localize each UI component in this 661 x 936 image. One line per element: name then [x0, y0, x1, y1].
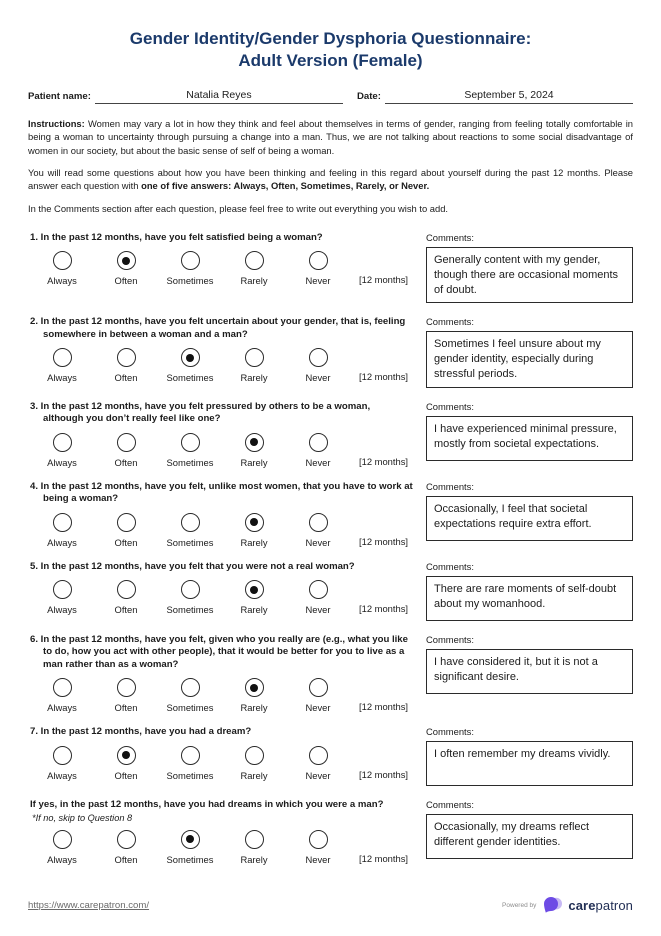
question-text: 7. In the past 12 months, have you had a dream?	[30, 726, 252, 738]
comments-label: Comments:	[426, 633, 474, 645]
radio-button-icon[interactable]	[53, 830, 72, 849]
carepatron-logo-icon	[543, 896, 563, 914]
comments-label: Comments:	[426, 560, 474, 572]
radio-option-rarely[interactable]	[222, 513, 286, 548]
radio-option-sometimes[interactable]	[158, 513, 222, 548]
radio-button-icon[interactable]	[53, 746, 72, 765]
comments-column	[426, 481, 633, 548]
radio-option-often[interactable]	[94, 830, 158, 865]
radio-option-always[interactable]	[30, 251, 94, 286]
answer-options-row	[30, 433, 413, 468]
radio-dot	[186, 438, 194, 446]
radio-option-label: Always	[47, 275, 77, 287]
radio-option-sometimes[interactable]	[158, 580, 222, 615]
radio-option-often[interactable]	[94, 580, 158, 615]
comment-box[interactable]: I have considered it, but it is not a significant desire.	[426, 649, 633, 694]
comments-column	[426, 726, 633, 786]
instructions-text-2-bold: one of five answers: Always, Often, Sometimes, Rarely, or Never.	[141, 180, 430, 192]
question-text: 6. In the past 12 months, have you felt, given who you really are (e.g., what you like to do, how you act with other people), that it would be better for you to live as a man rather than as a woman?	[30, 633, 408, 670]
radio-option-label: Often	[114, 536, 138, 548]
radio-option-label: Sometimes	[166, 456, 214, 468]
radio-option-never[interactable]	[286, 251, 350, 286]
radio-dot	[250, 586, 258, 594]
radio-button-icon[interactable]	[53, 433, 72, 452]
radio-button-icon[interactable]	[245, 830, 264, 849]
radio-option-label: Rarely	[240, 536, 268, 548]
comments-label: Comments:	[426, 799, 474, 811]
comment-box[interactable]: Generally content with my gender, though there are occasional moments of doubt.	[426, 247, 633, 304]
radio-dot	[122, 354, 130, 362]
radio-option-label: Always	[47, 456, 77, 468]
instructions-paragraph-1	[28, 117, 633, 157]
radio-button-icon[interactable]	[53, 348, 72, 367]
radio-option-often[interactable]	[94, 678, 158, 713]
twelve-months-label: [12 months]	[359, 535, 408, 547]
radio-dot	[250, 684, 258, 692]
radio-dot	[186, 586, 194, 594]
radio-option-always[interactable]	[30, 348, 94, 383]
radio-button-icon[interactable]	[309, 678, 328, 697]
radio-option-never[interactable]	[286, 830, 350, 865]
radio-option-label: Often	[114, 853, 138, 865]
radio-option-label: Never	[305, 372, 331, 384]
radio-button-icon[interactable]	[309, 746, 328, 765]
questions-list	[28, 219, 633, 865]
radio-option-label: Rarely	[240, 769, 268, 781]
question-skip-note: *If no, skip to Question 8	[32, 812, 133, 823]
radio-option-label: Sometimes	[166, 275, 214, 287]
question-text: 2. In the past 12 months, have you felt uncertain about your gender, that is, feeling somewhere in between a woman and a man?	[30, 316, 406, 340]
radio-button-icon[interactable]	[181, 433, 200, 452]
radio-option-sometimes[interactable]	[158, 251, 222, 286]
page-title	[28, 28, 633, 73]
radio-button-icon[interactable]	[181, 830, 200, 849]
radio-dot	[250, 354, 258, 362]
radio-option-always[interactable]	[30, 678, 94, 713]
radio-dot	[122, 835, 130, 843]
radio-option-sometimes[interactable]	[158, 746, 222, 781]
question-left-column	[28, 799, 413, 864]
instructions-text-1: Women may vary a lot in how they think and feel about themselves in terms of gender, ranging from feeling totally comfortable in being a woman to uncertainty through pursuing a change into a man. Thus, we are not talking about reactions to some social disadvantage of women in our society, but about the basic sense of self of being a woman.	[28, 117, 633, 156]
radio-dot	[122, 586, 130, 594]
question-block	[28, 634, 633, 713]
instructions-paragraph-2	[28, 166, 633, 193]
radio-button-icon[interactable]	[53, 580, 72, 599]
radio-button-icon[interactable]	[117, 830, 136, 849]
instructions-text-3: In the Comments section after each question, please feel free to write out everything you wish to add.	[28, 202, 449, 214]
question-left-column	[28, 232, 413, 304]
question-block	[28, 561, 633, 621]
radio-option-rarely[interactable]	[222, 251, 286, 286]
radio-dot	[186, 257, 194, 265]
radio-button-icon[interactable]	[181, 580, 200, 599]
radio-option-rarely[interactable]	[222, 433, 286, 468]
radio-option-label: Often	[114, 702, 138, 714]
instructions-paragraph-3	[28, 202, 633, 215]
brand-wordmark-bold: care	[568, 897, 596, 913]
radio-option-label: Always	[47, 536, 77, 548]
question-block	[28, 401, 633, 468]
page-title-line2: Adult Version (Female)	[238, 51, 423, 71]
radio-option-never[interactable]	[286, 513, 350, 548]
radio-option-label: Sometimes	[166, 372, 214, 384]
comment-box[interactable]: Occasionally, my dreams reflect different gender identities.	[426, 814, 633, 859]
radio-option-always[interactable]	[30, 513, 94, 548]
radio-option-label: Rarely	[240, 853, 268, 865]
question-block	[28, 799, 633, 864]
radio-option-label: Sometimes	[166, 536, 214, 548]
radio-button-icon[interactable]	[181, 746, 200, 765]
radio-button-icon[interactable]	[117, 348, 136, 367]
radio-button-icon[interactable]	[117, 746, 136, 765]
radio-option-always[interactable]	[30, 433, 94, 468]
answer-options-row	[30, 348, 413, 383]
question-text: 4. In the past 12 months, have you felt, unlike most women, that you have to work at being a woman?	[30, 480, 413, 505]
radio-button-icon[interactable]	[53, 513, 72, 532]
question-text: 5. In the past 12 months, have you felt that you were not a real woman?	[30, 560, 355, 572]
instructions-text-2: You will read some questions about how you have been thinking and feeling in this regard about yourself during the past 12 months. Please answer each question with	[28, 166, 633, 192]
radio-option-always[interactable]	[30, 830, 94, 865]
question-text: 3. In the past 12 months, have you felt pressured by others to be a woman, although you don’t really feel like one?	[30, 401, 371, 425]
radio-option-label: Rarely	[240, 372, 268, 384]
question-left-column	[28, 401, 413, 468]
radio-button-icon[interactable]	[309, 830, 328, 849]
radio-option-never[interactable]	[286, 678, 350, 713]
radio-dot	[250, 751, 258, 759]
radio-dot	[186, 684, 194, 692]
radio-option-label: Always	[47, 372, 77, 384]
radio-option-often[interactable]	[94, 433, 158, 468]
radio-dot	[314, 257, 322, 265]
radio-option-always[interactable]	[30, 580, 94, 615]
radio-button-icon[interactable]	[53, 251, 72, 270]
radio-option-rarely[interactable]	[222, 678, 286, 713]
radio-option-label: Never	[305, 604, 331, 616]
radio-button-icon[interactable]	[245, 348, 264, 367]
radio-option-often[interactable]	[94, 513, 158, 548]
question-left-column	[28, 481, 413, 548]
comments-column	[426, 232, 633, 304]
comments-column	[426, 561, 633, 621]
radio-button-icon[interactable]	[245, 678, 264, 697]
radio-button-icon[interactable]	[181, 513, 200, 532]
radio-dot	[58, 438, 66, 446]
question-left-column	[28, 726, 413, 786]
radio-option-label: Always	[47, 604, 77, 616]
comments-label: Comments:	[426, 316, 474, 328]
comments-column	[426, 401, 633, 468]
twelve-months-label: [12 months]	[359, 852, 408, 864]
radio-option-label: Often	[114, 275, 138, 287]
radio-option-label: Never	[305, 702, 331, 714]
question-block	[28, 316, 633, 388]
brand-wordmark-rest: patron	[595, 897, 633, 913]
twelve-months-label: [12 months]	[359, 701, 408, 713]
radio-option-rarely[interactable]	[222, 746, 286, 781]
answer-options-row	[30, 830, 413, 865]
radio-button-icon[interactable]	[245, 746, 264, 765]
radio-dot	[122, 438, 130, 446]
patient-name-field[interactable]: Natalia Reyes	[95, 89, 343, 104]
answer-options-row	[30, 513, 413, 548]
comment-box[interactable]: I often remember my dreams vividly.	[426, 741, 633, 786]
radio-button-icon[interactable]	[117, 513, 136, 532]
question-left-column	[28, 561, 413, 621]
comments-label: Comments:	[426, 231, 474, 243]
radio-option-never[interactable]	[286, 746, 350, 781]
comment-box[interactable]: There are rare moments of self-doubt about my womanhood.	[426, 576, 633, 621]
radio-dot	[186, 835, 194, 843]
radio-dot	[186, 518, 194, 526]
radio-option-label: Never	[305, 536, 331, 548]
page-title-line1: Gender Identity/Gender Dysphoria Questionnaire:	[129, 29, 532, 48]
radio-option-label: Sometimes	[166, 853, 214, 865]
comment-box[interactable]: Occasionally, I feel that societal expectations require extra effort.	[426, 496, 633, 541]
radio-option-never[interactable]	[286, 348, 350, 383]
radio-button-icon[interactable]	[117, 678, 136, 697]
radio-dot	[58, 684, 66, 692]
radio-option-sometimes[interactable]	[158, 678, 222, 713]
radio-button-icon[interactable]	[245, 433, 264, 452]
radio-option-sometimes[interactable]	[158, 830, 222, 865]
radio-button-icon[interactable]	[181, 678, 200, 697]
radio-dot	[250, 835, 258, 843]
radio-option-label: Never	[305, 456, 331, 468]
instructions-label: Instructions:	[28, 117, 85, 129]
radio-dot	[250, 438, 258, 446]
radio-option-rarely[interactable]	[222, 830, 286, 865]
radio-option-label: Rarely	[240, 456, 268, 468]
radio-button-icon[interactable]	[309, 251, 328, 270]
radio-option-often[interactable]	[94, 251, 158, 286]
radio-button-icon[interactable]	[245, 251, 264, 270]
powered-by-label: Powered by	[502, 901, 537, 909]
answer-options-row	[30, 580, 413, 615]
radio-dot	[314, 586, 322, 594]
radio-dot	[58, 354, 66, 362]
radio-dot	[58, 586, 66, 594]
radio-dot	[122, 684, 130, 692]
radio-button-icon[interactable]	[117, 580, 136, 599]
radio-option-rarely[interactable]	[222, 580, 286, 615]
date-field[interactable]: September 5, 2024	[385, 89, 633, 104]
radio-option-label: Sometimes	[166, 702, 214, 714]
radio-option-rarely[interactable]	[222, 348, 286, 383]
twelve-months-label: [12 months]	[359, 371, 408, 383]
radio-button-icon[interactable]	[309, 433, 328, 452]
radio-option-label: Often	[114, 769, 138, 781]
radio-dot	[250, 518, 258, 526]
question-left-column	[28, 634, 413, 713]
radio-button-icon[interactable]	[309, 348, 328, 367]
radio-button-icon[interactable]	[117, 251, 136, 270]
radio-dot	[314, 354, 322, 362]
radio-dot	[58, 835, 66, 843]
radio-dot	[186, 354, 194, 362]
comment-box[interactable]: Sometimes I feel unsure about my gender identity, especially during stressful periods.	[426, 331, 633, 388]
comments-label: Comments:	[426, 726, 474, 738]
radio-dot	[122, 518, 130, 526]
comment-box[interactable]: I have experienced minimal pressure, mostly from societal expectations.	[426, 416, 633, 461]
page-footer	[28, 896, 633, 918]
twelve-months-label: [12 months]	[359, 274, 408, 286]
carepatron-link[interactable]: https://www.carepatron.com/	[28, 899, 150, 911]
question-left-column	[28, 316, 413, 388]
comments-label: Comments:	[426, 401, 474, 412]
radio-button-icon[interactable]	[309, 513, 328, 532]
question-block	[28, 232, 633, 304]
radio-dot	[314, 684, 322, 692]
comments-column	[426, 799, 633, 864]
radio-option-label: Often	[114, 604, 138, 616]
brand-wordmark	[568, 898, 633, 913]
radio-option-label: Always	[47, 769, 77, 781]
radio-dot	[314, 438, 322, 446]
twelve-months-label: [12 months]	[359, 603, 408, 615]
answer-options-row	[30, 678, 413, 713]
radio-option-never[interactable]	[286, 433, 350, 468]
radio-button-icon[interactable]	[117, 433, 136, 452]
radio-option-label: Rarely	[240, 604, 268, 616]
comments-column	[426, 316, 633, 388]
radio-option-never[interactable]	[286, 580, 350, 615]
radio-option-always[interactable]	[30, 746, 94, 781]
radio-option-label: Often	[114, 372, 138, 384]
radio-dot	[250, 257, 258, 265]
radio-button-icon[interactable]	[53, 678, 72, 697]
radio-option-label: Never	[305, 853, 331, 865]
radio-option-label: Always	[47, 853, 77, 865]
comments-label: Comments:	[426, 480, 474, 492]
radio-dot	[314, 835, 322, 843]
radio-dot	[58, 751, 66, 759]
radio-option-label: Sometimes	[166, 769, 214, 781]
radio-button-icon[interactable]	[181, 251, 200, 270]
radio-option-sometimes[interactable]	[158, 433, 222, 468]
answer-options-row	[30, 746, 413, 781]
radio-dot	[186, 751, 194, 759]
radio-option-label: Never	[305, 769, 331, 781]
question-text: 1. In the past 12 months, have you felt satisfied being a woman?	[30, 231, 323, 243]
radio-dot	[314, 751, 322, 759]
radio-dot	[122, 257, 130, 265]
radio-option-label: Rarely	[240, 702, 268, 714]
radio-dot	[122, 751, 130, 759]
comments-column	[426, 634, 633, 713]
question-text: If yes, in the past 12 months, have you had dreams in which you were a man?	[30, 799, 384, 811]
radio-option-often[interactable]	[94, 746, 158, 781]
radio-button-icon[interactable]	[309, 580, 328, 599]
twelve-months-label: [12 months]	[359, 455, 408, 467]
radio-button-icon[interactable]	[245, 513, 264, 532]
radio-option-often[interactable]	[94, 348, 158, 383]
radio-dot	[58, 518, 66, 526]
radio-option-label: Sometimes	[166, 604, 214, 616]
radio-button-icon[interactable]	[245, 580, 264, 599]
patient-date-row	[28, 89, 633, 104]
radio-option-label: Often	[114, 456, 138, 468]
radio-option-sometimes[interactable]	[158, 348, 222, 383]
radio-dot	[314, 518, 322, 526]
radio-option-label: Rarely	[240, 275, 268, 287]
twelve-months-label: [12 months]	[359, 768, 408, 780]
radio-option-label: Always	[47, 702, 77, 714]
answer-options-row	[30, 251, 413, 286]
brand-area	[502, 896, 633, 914]
radio-dot	[58, 257, 66, 265]
patient-name-label: Patient name:	[28, 90, 91, 102]
instructions-section	[28, 117, 633, 215]
question-block	[28, 726, 633, 786]
question-block	[28, 481, 633, 548]
radio-option-label: Never	[305, 275, 331, 287]
date-label: Date:	[356, 90, 381, 102]
radio-button-icon[interactable]	[181, 348, 200, 367]
